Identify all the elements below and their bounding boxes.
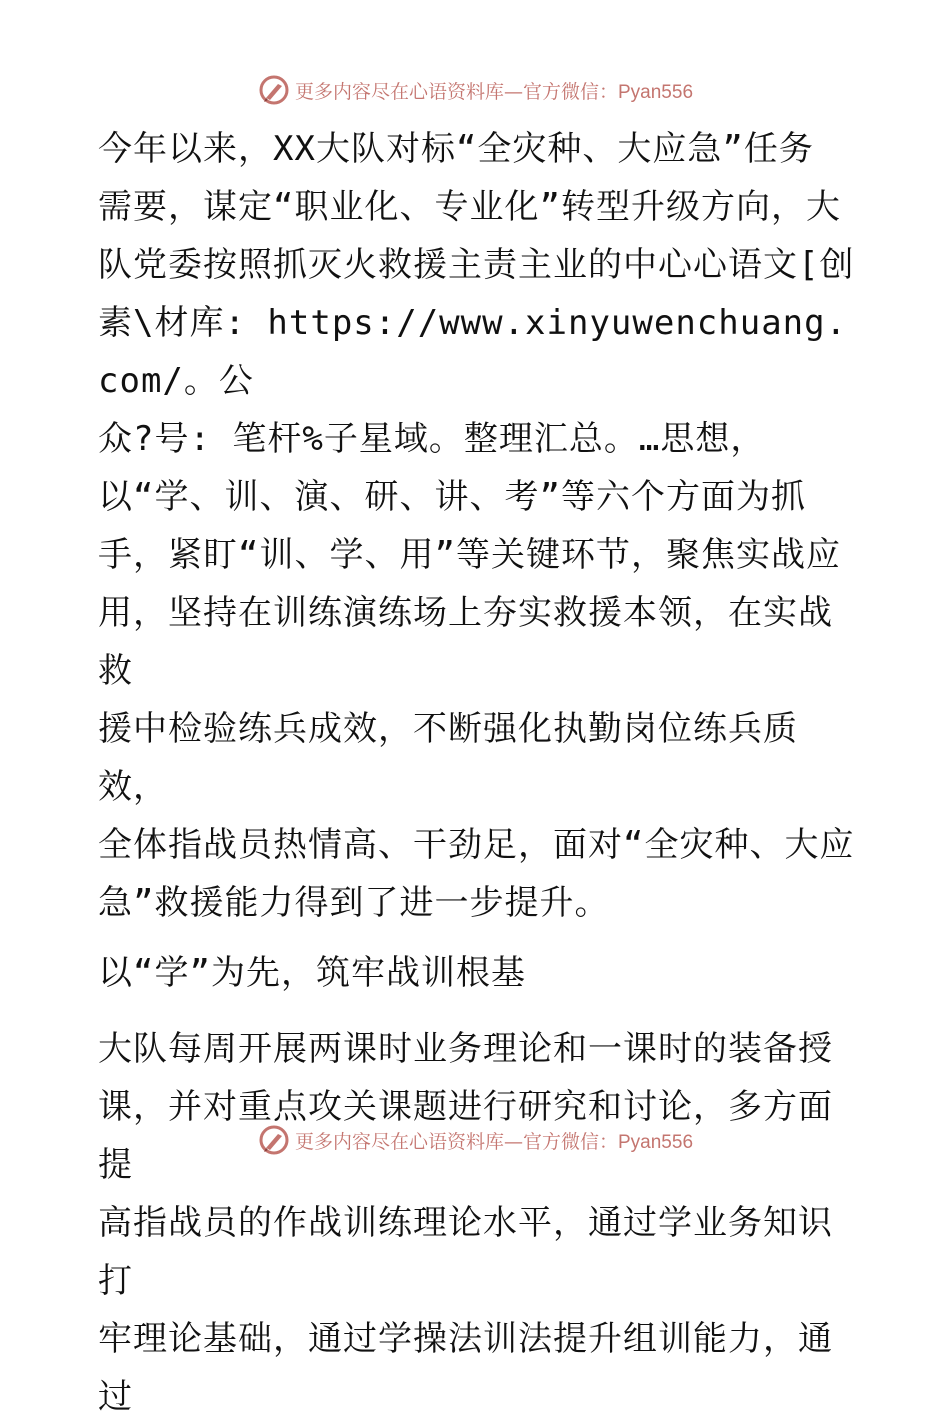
text-line: 需要，谋定“职业化、专业化”转型升级方向，大 (98, 187, 841, 227)
footer-banner (0, 1120, 950, 1160)
text-line: 大队每周开展两课时业务理论和一课时的装备授 (98, 1029, 833, 1069)
text-line: 素\材库: https://www.xinyuwenchuang.com/。公 (98, 303, 848, 401)
text-line: 今年以来，XX大队对标“全灾种、大应急”任务 (98, 129, 814, 169)
text-line: 众?号: 笔杆%子星域。整理汇总。…思想， (98, 419, 766, 459)
banner-wechat-id: Pyan556 (618, 81, 694, 103)
text-line: 高指战员的作战训练理论水平，通过学业务知识打 (98, 1203, 833, 1301)
text-line: 牢理论基础，通过学操法训法提升组训能力，通过 (98, 1319, 833, 1417)
paragraph-1 (98, 120, 858, 932)
text-line: 全体指战员热情高、干劲足，面对“全灾种、大应 (98, 825, 855, 865)
banner-wechat-id: Pyan556 (618, 1131, 694, 1153)
document-body (98, 120, 858, 1426)
text-line: 课，并对重点攻关课题进行研究和讨论，多方面提 (98, 1087, 833, 1185)
banner-text: 更多内容尽在心语资料库—官方微信：Pyan556 (294, 1130, 694, 1153)
banner-text: 更多内容尽在心语资料库—官方微信：Pyan556 (294, 80, 694, 103)
pen-logo-icon (257, 1123, 291, 1157)
pen-logo-icon (257, 73, 291, 107)
text-line: 用，坚持在训练演练场上夯实救援本领，在实战救 (98, 593, 833, 691)
text-line: 手，紧盯“训、学、用”等关键环节，聚焦实战应 (98, 535, 841, 575)
header-banner (0, 70, 950, 110)
text-line: 以“学、训、演、研、讲、考”等六个方面为抓 (98, 477, 806, 517)
text-line: 援中检验练兵成效，不断强化执勤岗位练兵质效， (98, 709, 798, 807)
section-heading: 以“学”为先，筑牢战训根基 (98, 953, 526, 993)
text-line: 队党委按照抓灭火救援主责主业的中心心语文[创 (98, 245, 855, 285)
text-line: 急”救援能力得到了进一步提升。 (98, 883, 610, 923)
paragraph-2 (98, 1020, 858, 1426)
